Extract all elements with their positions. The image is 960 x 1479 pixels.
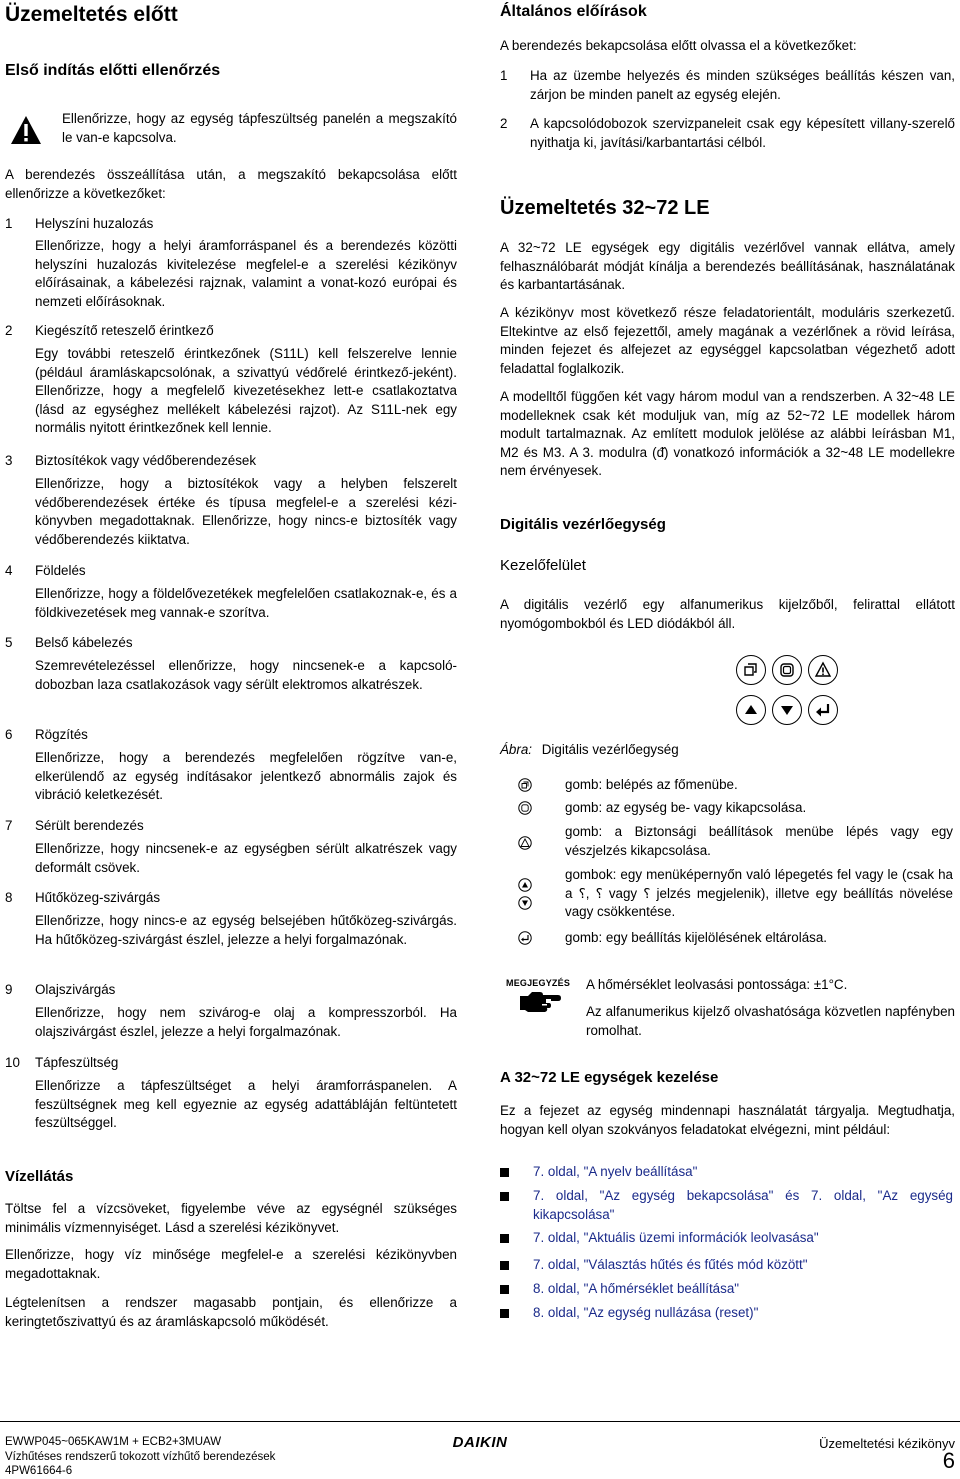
item-title: Helyszíni huzalozás [35, 216, 154, 231]
bullet [500, 1168, 509, 1177]
alarm-icon [518, 836, 532, 850]
operation-text-2: A kézikönyv most következő része feladatorientált, moduláris szerkezetű. Eltekintve az első fejezettől, amely magának a vezérlőnek a rövid leírása, minden fejezet és alfejezet az egységgel kapcsolatban végezhető adott feladattal foglalkozik. [500, 305, 955, 376]
down-button[interactable] [772, 695, 802, 725]
page-number: 6 [942, 1448, 955, 1473]
item-body: Szemrevételezéssel ellenőrizze, hogy nincsenek-e a kapcsoló-dobozban laza csatlakozások vagy sérült elektromos alkatrészek. [35, 658, 457, 692]
legend-text: gomb: a Biztonsági beállítások menübe lépés vagy egy vészjelzés kikapcsolása. [565, 824, 953, 858]
list-item [500, 1187, 955, 1227]
section-title-first-start-check: Első indítás előtti ellenőrzés [5, 62, 221, 79]
footer-description: Vízhűtéses rendszerű tokozott vízhűtő berendezések [5, 1450, 276, 1463]
item-title: Belső kábelezés [35, 635, 133, 650]
menu-button[interactable] [736, 655, 766, 685]
note-block [500, 975, 580, 1015]
item-title: Tápfeszültség [35, 1055, 119, 1070]
legend-item [500, 866, 955, 922]
item-title: Olajszivárgás [35, 982, 116, 997]
figure-caption [500, 741, 955, 760]
item-title: Hűtőközeg-szivárgás [35, 890, 161, 905]
item-body: Ellenőrizze, hogy a berendezés megfelelően rögzítve van-e, elkerülendő az egység indításakor jelentkező abnormális zajok és vibráció keletkezését. [35, 750, 457, 803]
legend-item [500, 776, 955, 796]
ui-text: A digitális vezérlő egy alfanumerikus kijelzőből, felirattal ellátott nyomógombokból és LED diódákból áll. [500, 597, 955, 631]
water-text-2: Ellenőrizze, hogy víz minősége megfelel-e a szerelési kézikönyvben megadottaknak. [5, 1247, 457, 1281]
enter-button[interactable] [808, 695, 838, 725]
bullet [500, 1309, 509, 1318]
bullet-link[interactable]: 7. oldal, "Az egység bekapcsolása" és 7. oldal, "Az egység kikapcsolása" [533, 1188, 953, 1222]
bullet [500, 1192, 509, 1201]
item-body: Ellenőrizze, hogy nincsenek-e az egységben sérült alkatrészek vagy deformált csövek. [35, 841, 457, 875]
item-body: Egy további reteszelő érintkezőnek (S11L) kell felszerelve lennie (például áramláskapcsolónak, a szivattyú védőrelé érintkező-jeként). Ellenőrizze, hogy a megfelelő kivezetésekhez lett-e csatlakoztatva (lásd az egységhez mellékelt kábelezési rajzot). Az S11L-nek egy normális nyitott érintkezőnek kell lennie. [35, 346, 457, 436]
note-label: MEGJEGYZÉS [506, 978, 571, 988]
item-number: 1 [5, 216, 13, 231]
footer-left [5, 1435, 275, 1479]
water-title: Vízellátás [5, 1168, 74, 1185]
water-text-3: Légtelenítsen a rendszer magasabb pontjain, és ellenőrizze a keringtetőszivattyú és az áramláskapcsoló működését. [5, 1295, 457, 1329]
bullet-link[interactable]: 7. oldal, "Aktuális üzemi információk leolvasása" [533, 1230, 819, 1245]
legend-text: gomb: belépés az főmenübe. [565, 777, 738, 792]
page-title: Üzemeltetés előtt [5, 3, 178, 26]
item-number: 4 [5, 563, 13, 578]
figure-label: Ábra: [500, 742, 533, 757]
handling-title: A 32~72 LE egységek kezelése [500, 1069, 719, 1086]
general-item-number: 1 [500, 68, 508, 83]
note-text-1: A hőmérséklet leolvasási pontossága: ±1°C. [586, 977, 848, 992]
alarm-button[interactable] [808, 655, 838, 685]
list-item [500, 1163, 955, 1183]
pointing-hand-icon [518, 990, 562, 1014]
operation-text-3: A modelltől függően két vagy három modul van a rendszerben. A 32~48 LE modelleknek csak két moduljuk van, míg az 52~72 LE modellek három modult tartalmaznak. Az említett modulok jelölése az alábbi leírásban M1, M2 és M3. A 3. modulra (ᵭ) vonatkozó információk a 32~48 LE modellekre nem érvényesek. [500, 389, 955, 479]
general-intro: A berendezés bekapcsolása előtt olvassa el a következőket: [500, 38, 857, 53]
handling-intro: Ez a fejezet az egység mindennapi használatát tárgyalja. Megtudhatja, hogyan kell olyan szokványos feladatokat elvégezni, mint például: [500, 1103, 955, 1137]
controller-figure [736, 652, 838, 730]
item-number: 8 [5, 890, 13, 905]
bullet-link[interactable]: 8. oldal, "Az egység nullázása (reset)" [533, 1305, 759, 1320]
legend-text: gomb: egy beállítás kijelölésének eltárolása. [565, 930, 828, 945]
item-number: 10 [5, 1055, 20, 1070]
list-item [500, 1256, 955, 1276]
item-body: Ellenőrizze a tápfeszültséget a helyi áramforráspanelen. A feszültségnek meg kell egyeznie az egység adattábláján feltüntetett feszültséggel. [35, 1078, 457, 1131]
legend-item [500, 799, 955, 819]
water-text-1: Töltse fel a vízcsöveket, figyelembe véve az egységnél szükséges minimális vízmennyiséget. Lásd a szerelési kézikönyvet. [5, 1201, 457, 1235]
operation-text-1: A 32~72 LE egységek egy digitális vezérlővel vannak ellátva, amely felhasználóbarát módját kínálja a berendezés beállításának, használatának és karbantartásának. [500, 240, 955, 293]
list-item [500, 1304, 955, 1324]
item-title: Kiegészítő reteszelő érintkező [35, 323, 214, 338]
bullet [500, 1261, 509, 1270]
list-item [500, 1280, 955, 1300]
bullet-link[interactable]: 7. oldal, "Választás hűtés és fűtés mód között" [533, 1257, 808, 1272]
down-arrow-icon [518, 896, 532, 910]
item-title: Biztosítékok vagy védőberendezések [35, 453, 257, 468]
item-number: 6 [5, 727, 13, 742]
up-arrow-icon [518, 878, 532, 892]
bullet-link[interactable]: 8. oldal, "A hőmérséklet beállítása" [533, 1281, 740, 1296]
warning-icon [10, 115, 42, 145]
footer-manual-name: Üzemeltetési kézikönyv [819, 1436, 955, 1451]
legend-text: gomb: az egység be- vagy kikapcsolása. [565, 800, 807, 815]
bullet [500, 1234, 509, 1243]
footer-rule [0, 1421, 960, 1422]
general-item-body: Ha az üzembe helyezés és minden szükséges beállítás készen van, zárjon be minden panelt az egység elején. [530, 68, 955, 102]
item-body: Ellenőrizze, hogy nem szivárog-e olaj a kompresszorból. Ha olajszivárgást észlel, jelezze a helyi forgalmazónak. [35, 1005, 457, 1039]
intro-text: A berendezés összeállítása után, a megszakító bekapcsolása előtt ellenőrizze a következőket: [5, 167, 457, 201]
item-number: 5 [5, 635, 13, 650]
item-title: Földelés [35, 563, 86, 578]
item-number: 7 [5, 818, 13, 833]
controller-title: Digitális vezérlőegység [500, 516, 666, 533]
item-body: Ellenőrizze, hogy a biztosítékok vagy a helyben felszerelt védőberendezések értéke és típusa megfelel-e a szerelési kézi-könyvben megadottaknak. Ellenőrizze, hogy nincs-e biztosíték vagy védőberendezés kiiktatva. [35, 476, 457, 547]
legend-item [500, 929, 955, 949]
menu-icon [518, 778, 532, 792]
item-number: 3 [5, 453, 13, 468]
item-body: Ellenőrizze, hogy nincs-e az egység belsejében hűtőközeg-szivárgás. Ha hűtőközeg-szivárgást észlel, jelezze a helyi forgalmazónak. [35, 913, 457, 947]
footer-code: 4PW61664-6 [5, 1465, 73, 1477]
note-text-2: Az alfanumerikus kijelző olvashatósága közvetlen napfényben romolhat. [586, 1004, 955, 1038]
item-number: 9 [5, 982, 13, 997]
bullet [500, 1285, 509, 1294]
up-button[interactable] [736, 695, 766, 725]
bullet-link[interactable]: 7. oldal, "A nyelv beállítása" [533, 1164, 698, 1179]
item-body: Ellenőrizze, hogy a helyi áramforráspanel és a berendezés közötti helyszíni huzalozás kivitelezése megfelel-e a szerelési kézikönyv előírásainak, a kábelezési rajznak, valamint a vonat-kozó európai és nemzeti előírásoknak. [35, 238, 457, 309]
warning-text: Ellenőrizze, hogy az egység tápfeszültség panelén a megszakító le van-e kapcsolva. [62, 111, 457, 145]
general-item-number: 2 [500, 116, 508, 131]
figure-caption-text: Digitális vezérlőegység [541, 742, 679, 757]
item-title: Rögzítés [35, 727, 88, 742]
item-title: Sérült berendezés [35, 818, 144, 833]
list-item [500, 1229, 955, 1249]
legend-text: gombok: egy menüképernyőn való lépegetés fel vagy le (csak ha a ⸮, ⸮ vagy ⸮ jelzés megjelenik), illetve egy beállítás növelése vagy csökkentése. [565, 867, 953, 920]
power-icon [518, 801, 532, 815]
footer-model: EWWP045~065KAW1M + ECB2+3MUAW [5, 1436, 222, 1448]
ui-title: Kezelőfelület [500, 557, 586, 574]
legend-item [500, 823, 955, 863]
enter-icon [518, 931, 532, 945]
daikin-logo: DAIKIN [452, 1434, 508, 1451]
power-button[interactable] [772, 655, 802, 685]
item-body: Ellenőrizze, hogy a földelővezetékek megfelelően csatlakoznak-e, és a földkivezetések meg vannak-e szorítva. [35, 586, 457, 620]
general-title: Általános előírások [500, 3, 647, 20]
item-number: 2 [5, 323, 13, 338]
general-item-body: A kapcsolódobozok szervizpaneleit csak egy képesített villany-szerelő nyithatja ki, javítási/karbantartási célból. [530, 116, 955, 150]
operation-title: Üzemeltetés 32~72 LE [500, 197, 710, 219]
